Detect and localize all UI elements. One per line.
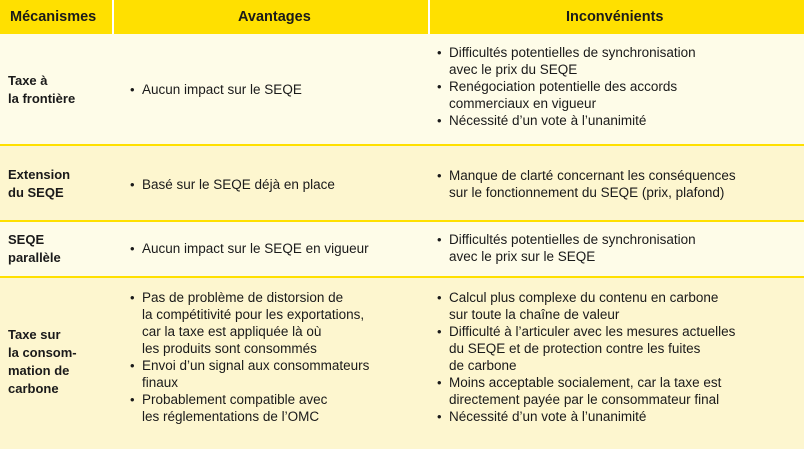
list-item: • Manque de clarté concernant les conséquences sur le fonctionnement du SEQE (prix, plafond) <box>437 168 736 200</box>
bullet-icon: • <box>130 358 135 373</box>
table-header <box>0 0 804 34</box>
list-item: • Difficulté à l’articuler avec les mesures actuelles du SEQE et de protection contre les fuites de carbone <box>437 324 736 373</box>
list-item: • Pas de problème de distorsion de la compétitivité pour les exportations, car la taxe est appliquée là où les produits sont consommés <box>130 290 365 356</box>
table-row-consumption-tax <box>0 278 804 449</box>
table-row-border-tax <box>0 34 804 146</box>
bullet-icon: • <box>437 113 442 128</box>
mechanism-label: Extension du SEQE <box>8 167 71 200</box>
header-disadvantages: Inconvénients <box>566 9 664 25</box>
bullet-icon: • <box>130 177 135 192</box>
list-item: • Calcul plus complexe du contenu en carbone sur toute la chaîne de valeur <box>437 290 719 322</box>
advantages-list <box>130 81 420 98</box>
bullet-icon: • <box>437 168 442 183</box>
advantages-list <box>130 240 420 257</box>
bullet-icon: • <box>437 232 442 247</box>
list-item: • Nécessité d’un vote à l’unanimité <box>437 409 647 424</box>
list-item: • Moins acceptable socialement, car la taxe est directement payée par le consommateur final <box>437 375 722 407</box>
table-row-seqe-extension <box>0 146 804 222</box>
mechanism-label: SEQE parallèle <box>8 232 61 265</box>
bullet-icon: • <box>437 409 442 424</box>
header-divider <box>112 0 114 34</box>
disadvantages-list <box>437 231 797 265</box>
bullet-icon: • <box>437 79 442 94</box>
bullet-icon: • <box>130 82 135 97</box>
mechanism-label: Taxe à la frontière <box>8 73 76 106</box>
bullet-icon: • <box>130 241 135 256</box>
list-item: • Probablement compatible avec les réglementations de l’OMC <box>130 392 328 424</box>
mechanism-label: Taxe sur la consom- mation de carbone <box>8 327 77 396</box>
list-item: • Difficultés potentielles de synchronisation avec le prix sur le SEQE <box>437 232 696 264</box>
header-divider <box>428 0 430 34</box>
table-row-parallel-seqe <box>0 222 804 278</box>
list-item: • Difficultés potentielles de synchronisation avec le prix du SEQE <box>437 45 696 77</box>
bullet-icon: • <box>130 392 135 407</box>
list-item: • Aucun impact sur le SEQE en vigueur <box>130 241 369 256</box>
bullet-icon: • <box>437 324 442 339</box>
header-mechanisms: Mécanismes <box>10 9 97 25</box>
header-advantages: Avantages <box>238 9 311 25</box>
list-item: • Basé sur le SEQE déjà en place <box>130 177 335 192</box>
bullet-icon: • <box>437 290 442 305</box>
list-item: • Aucun impact sur le SEQE <box>130 82 302 97</box>
disadvantages-list <box>437 44 797 129</box>
advantages-list <box>130 289 425 425</box>
list-item: • Envoi d’un signal aux consommateurs finaux <box>130 358 370 390</box>
bullet-icon: • <box>437 375 442 390</box>
advantages-list <box>130 176 420 193</box>
disadvantages-list <box>437 167 797 201</box>
list-item: • Nécessité d’un vote à l’unanimité <box>437 113 647 128</box>
disadvantages-list <box>437 289 801 425</box>
list-item: • Renégociation potentielle des accords commerciaux en vigueur <box>437 79 678 111</box>
bullet-icon: • <box>130 290 135 305</box>
bullet-icon: • <box>437 45 442 60</box>
